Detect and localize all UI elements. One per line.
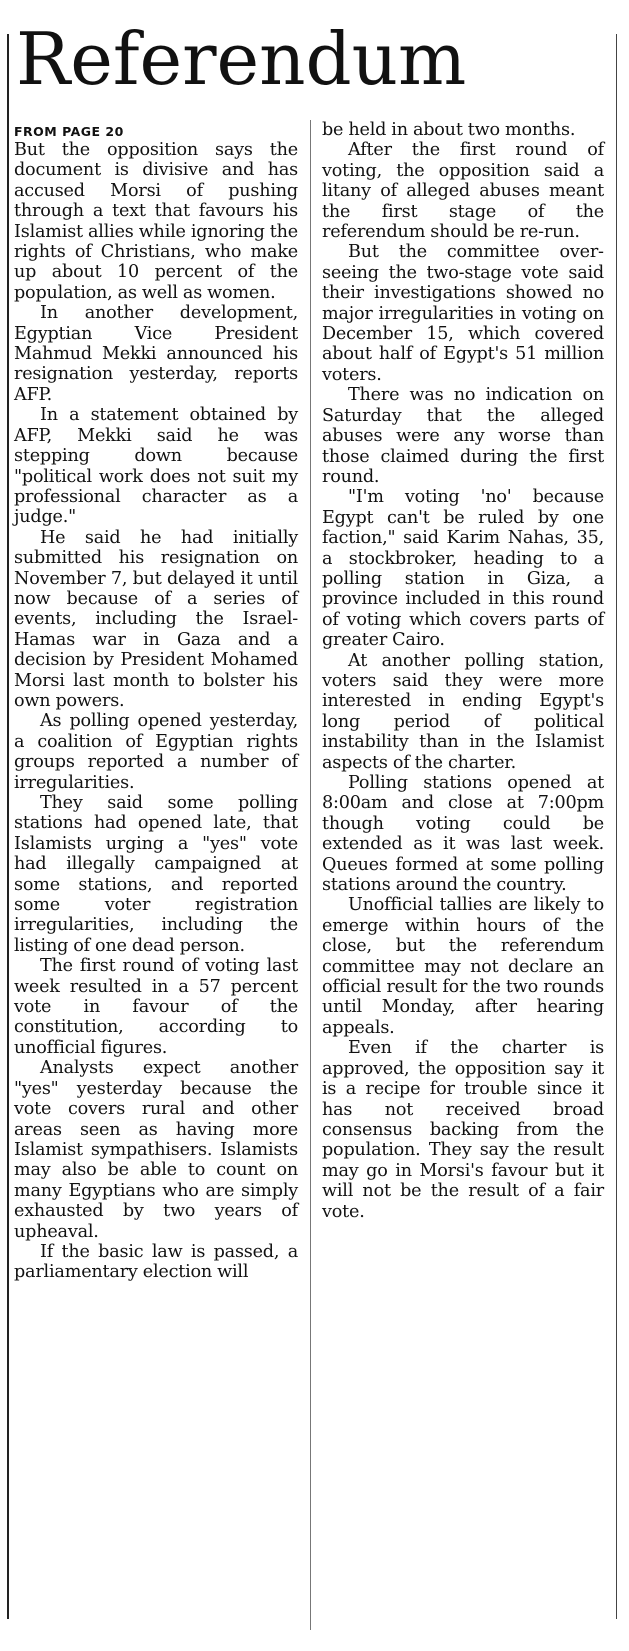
paragraph: As polling opened yesterday, a coalition of Egyptian rights groups reported a number of irregularities. — [14, 711, 298, 793]
right-column-rule — [616, 34, 617, 1619]
paragraph: At another polling station, voters said they were more interested in ending Egypt's long period of political instability than in the Islamist aspects of the charter. — [322, 650, 604, 773]
paragraph: But the opposition says the document is divisive and has accused Morsi of pushing through a text that favours his Islamist allies while ignoring the rights of Christians, who make up about 10 percent of the population, as well as women. — [14, 140, 298, 303]
left-column-rule — [7, 34, 9, 1619]
headline: Referendum — [16, 17, 467, 101]
paragraph: Polling stations opened at 8:00am and close at 7:00pm though voting could be extended as it was last week. Queues formed at some polling stations around the country. — [322, 773, 604, 896]
paragraph: be held in about two months. — [322, 120, 576, 140]
paragraph: Even if the charter is approved, the opposition say it is a recipe for trouble since it has not received broad consensus backing from the population. They say the result may go in Morsi's favour but it will not be the result of a fair vote. — [322, 1038, 604, 1222]
paragraph: "I'm voting 'no' because Egypt can't be ruled by one faction," said Karim Nahas, 35, a stockbroker, heading to a polling station in Giza, a province included in this round of voting which covers parts of greater Cairo. — [322, 487, 604, 651]
paragraph: He said he had initially submitted his resignation on November 7, but delayed it until now because of a series of events, including the Israel-Hamas war in Gaza and a decision by President Mohamed Morsi last month to bolster his own powers. — [14, 527, 298, 711]
paragraph: In another development, Egyptian Vice President Mahmud Mekki announced his resignation yesterday, reports AFP. — [14, 303, 298, 405]
right-column — [322, 120, 604, 1222]
paragraph: If the basic law is passed, a parliamentary election will — [14, 1241, 298, 1283]
left-column — [14, 120, 298, 1283]
paragraph: There was no indication on Saturday that the alleged abuses were any worse than those claimed during the first round. — [322, 385, 604, 487]
paragraph: The first round of voting last week resulted in a 57 percent vote in favour of the constitution, according to unofficial figures. — [14, 956, 298, 1058]
column-divider — [310, 120, 311, 1630]
paragraph: After the first round of voting, the opposition said a litany of alleged abuses meant the first stage of the referendum should be re-run. — [322, 140, 604, 243]
paragraph: But the committee overseeing the two-stage vote said their investigations showed no major irregularities in voting on December 15, which covered about half of Egypt's 51 million voters. — [322, 242, 604, 385]
paragraph: They said some polling stations had opened late, that Islamists urging a "yes" vote had illegally campaigned at some stations, and reported some voter registration irregularities, including the listing of one dead person. — [14, 793, 298, 956]
paragraph: Unofficial tallies are likely to emerge within hours of the close, but the referendum committee may not declare an official result for the two rounds until Monday, after hearing appeals. — [322, 895, 604, 1038]
paragraph: Analysts expect another "yes" yesterday because the vote covers rural and other areas seen as having more Islamist sympathisers. Islamists may also be able to count on many Egyptians who are simply exhausted by two years of upheaval. — [14, 1058, 298, 1242]
paragraph: In a statement obtained by AFP, Mekki said he was stepping down because "political work does not suit my professional character as a judge." — [14, 405, 298, 528]
continuation-kicker: FROM PAGE 20 — [14, 124, 124, 139]
